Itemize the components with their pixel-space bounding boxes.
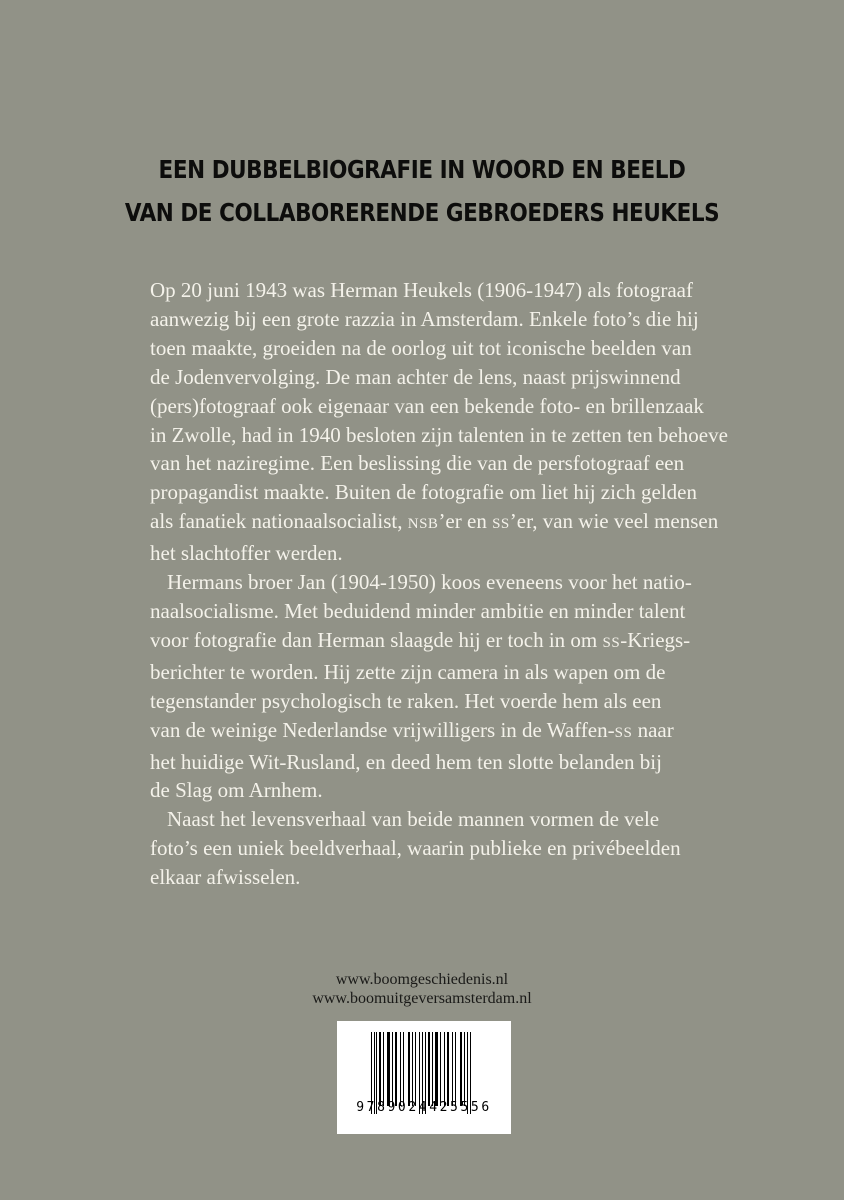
blurb-line: Naast het levensverhaal van beide mannen vormen de vele	[167, 807, 660, 832]
small-caps-abbr: SS	[614, 724, 633, 741]
headline-line-2: VAN DE COLLABORERENDE GEBROEDERS HEUKELS	[124, 198, 720, 227]
small-caps-abbr: NSB	[407, 516, 439, 533]
blurb-line: het slachtoffer werden.	[150, 541, 343, 566]
publisher-url[interactable]: www.boomgeschiedenis.nl	[335, 971, 509, 988]
blurb-line: in Zwolle, had in 1940 besloten zijn talenten in te zetten ten behoeve	[150, 422, 728, 447]
blurb-line: berichter te worden. Hij zette zijn camera in als wapen om de	[150, 659, 666, 684]
blurb-line: elkaar afwisselen.	[150, 865, 301, 890]
blurb-line: foto’s een uniek beeldverhaal, waarin publieke en privébeelden	[150, 836, 681, 861]
text-run: als fanatiek nationaalsocialist,	[150, 509, 408, 534]
isbn-barcode	[337, 1021, 511, 1134]
small-caps-abbr: SS	[492, 516, 510, 533]
text-run: -Kriegs-	[620, 627, 691, 652]
back-cover-headline	[59, 148, 785, 234]
blurb-line: van het naziregime. Een beslissing die van de persfotograaf een	[150, 451, 685, 476]
publisher-url[interactable]: www.boomuitgeversamsterdam.nl	[312, 990, 532, 1007]
blurb-line: tegenstander psychologisch te raken. Het voerde hem als een	[150, 688, 662, 713]
blurb-line: (pers)fotograaf ook eigenaar van een bekende foto- en brillenzaak	[150, 393, 704, 418]
isbn-number: 9789024425556	[356, 1100, 492, 1115]
small-caps-abbr: SS	[602, 634, 621, 651]
blurb-line: de Slag om Arnhem.	[150, 778, 323, 803]
text-run: van de weinige Nederlandse vrijwilligers in de Waffen-	[150, 717, 615, 742]
blurb-line: aanwezig bij een grote razzia in Amsterdam. Enkele foto’s die hij	[150, 306, 699, 331]
blurb-line	[150, 626, 750, 658]
blurb-line: de Jodenvervolging. De man achter de lens, naast prijswinnend	[150, 364, 681, 389]
blurb-line	[150, 716, 750, 748]
text-run: ’er en	[438, 509, 493, 534]
blurb-line: Hermans broer Jan (1904-1950) koos eveneens voor het natio-	[167, 570, 692, 595]
blurb-line: Op 20 juni 1943 was Herman Heukels (1906-1947) als fotograaf	[150, 278, 693, 302]
publisher-urls	[0, 970, 844, 1008]
text-run: voor fotografie dan Herman slaagde hij er toch in om	[150, 627, 603, 652]
text-run: naar	[632, 717, 674, 742]
blurb-line: naalsocialisme. Met beduidend minder ambitie en minder talent	[150, 598, 686, 623]
headline-line-1: EEN DUBBELBIOGRAFIE IN WOORD EN BEELD	[158, 155, 686, 184]
blurb-line: propagandist maakte. Buiten de fotografie om liet hij zich gelden	[150, 480, 697, 505]
blurb-text	[150, 276, 750, 892]
blurb-line: het huidige Wit-Rusland, en deed hem ten slotte belanden bij	[150, 749, 662, 774]
blurb-line	[150, 507, 750, 539]
text-run: ’er, van wie veel mensen	[509, 509, 719, 534]
blurb-line: toen maakte, groeiden na de oorlog uit tot iconische beelden van	[150, 335, 692, 360]
